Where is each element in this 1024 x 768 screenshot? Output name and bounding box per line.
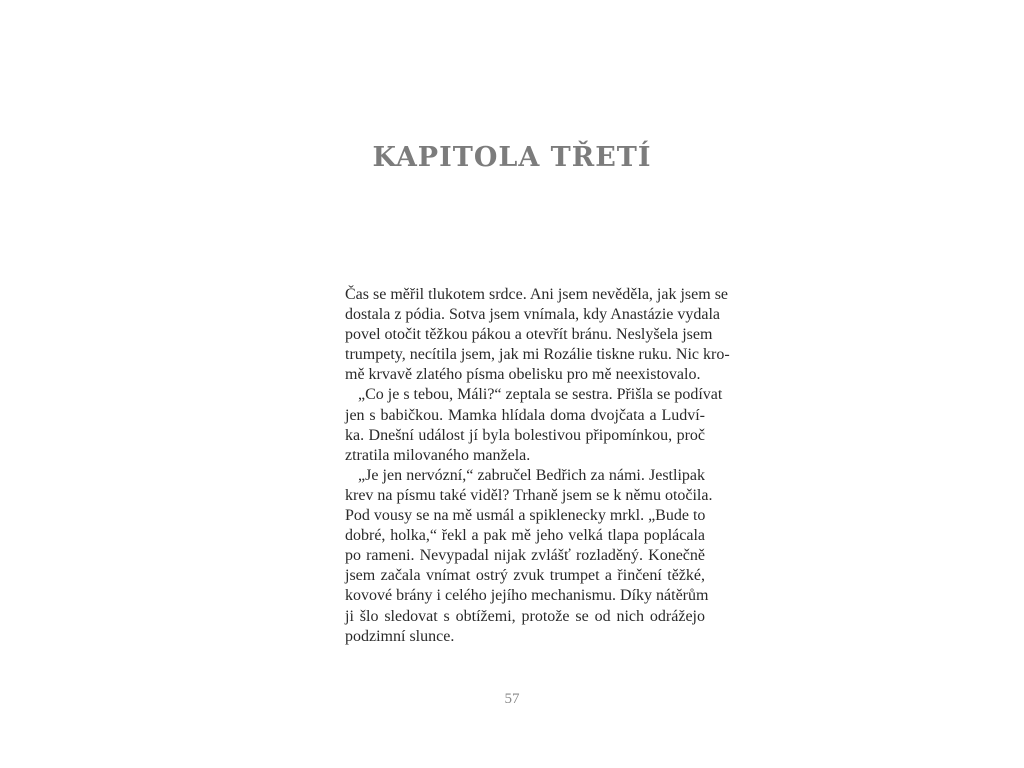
text-line: Čas se měřil tlukotem srdce. Ani jsem nevěděla, jak jsem se [345,286,729,303]
text-line: kovové brány i celého jejího mechanismu. Díky nátěrům [345,587,709,605]
text-line: mě krvavě zlatého písma obelisku pro mě neexistovalo. [345,366,701,384]
page-number: 57 [504,691,520,707]
text-line: „Je jen nervózní,“ zabručel Bedřich za námi. Jestlipak [358,466,705,484]
text-line: povel otočit těžkou pákou a otevřít bránu. Neslyšela jsem [345,326,713,344]
text-line: „Co je s tebou, Máli?“ zeptala se sestra. Přišla se podívat [358,386,723,404]
chapter-title: KAPITOLA TŘETÍ [372,142,652,173]
text-line: dostala z pódia. Sotva jsem vnímala, kdy Anastázie vydala [345,306,721,324]
text-line: trumpety, necítila jsem, jak mi Rozálie tiskne ruku. Nic kro- [345,346,730,364]
chapter-body [345,285,730,647]
text-line: ji šlo sledovat s obtížemi, protože se od nich odrážejo [345,607,705,625]
text-line: jen s babičkou. Mamka hlídala doma dvojčata a Ludví- [345,406,705,424]
text-line: Pod vousy se na mě usmál a spiklenecky mrkl. „Bude to [345,507,706,525]
text-line: ka. Dnešní událost jí byla bolestivou připomínkou, proč [345,426,705,444]
text-line: dobré, holka,“ řekl a pak mě jeho velká tlapa poplácala [345,527,705,545]
text-line: ztratila milovaného manžela. [345,446,531,464]
text-line: podzimní slunce. [345,627,455,645]
text-line: jsem začala vnímat ostrý zvuk trumpet a řinčení těžké, [345,567,705,585]
text-line: po rameni. Nevypadal nijak zvlášť rozladěný. Konečně [345,547,705,565]
text-line: krev na písmu také viděl? Trhaně jsem se k němu otočila. [345,486,713,504]
